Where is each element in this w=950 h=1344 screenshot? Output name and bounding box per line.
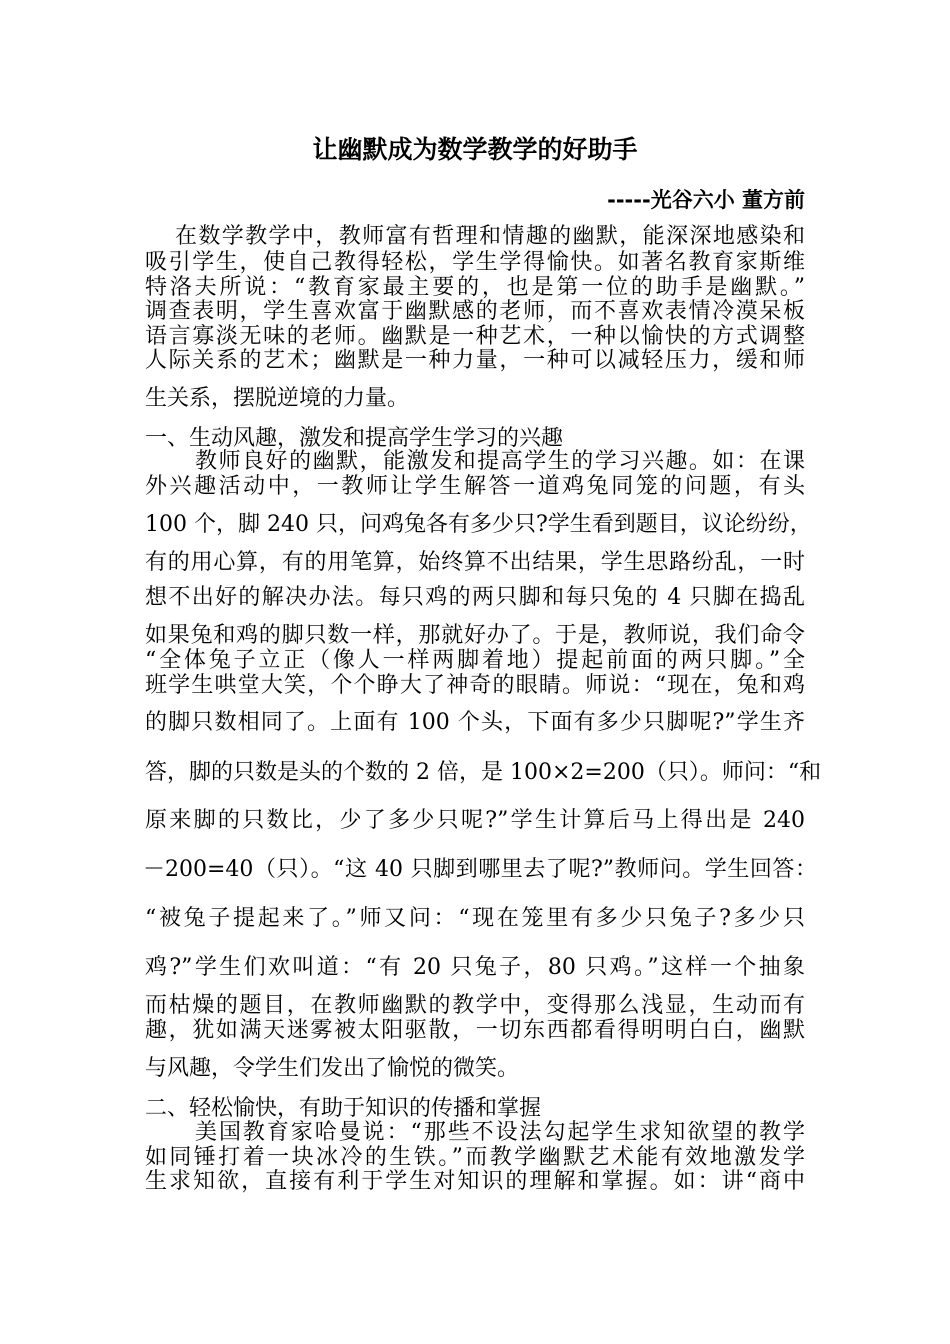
text-line: 人际关系的艺术；幽默是一种力量，一种可以减轻压力，缓和师	[145, 348, 805, 373]
text-line: 语言寡淡无味的老师。幽默是一种艺术，一种以愉快的方式调整	[145, 324, 805, 349]
text-line: 调查表明，学生喜欢富于幽默感的老师，而不喜欢表情冷漠呆板	[145, 299, 805, 324]
text-line: 生求知欲，直接有利于学生对知识的理解和掌握。如：讲“商中	[145, 1169, 805, 1194]
text-line: 在数学教学中，教师富有哲理和情趣的幽默，能深深地感染和	[175, 224, 805, 249]
text-line: 吸引学生，使自己教得轻松，学生学得愉快。如著名教育家斯维	[145, 250, 805, 275]
text-line: 如果兔和鸡的脚只数一样，那就好办了。于是，教师说，我们命令	[145, 623, 805, 648]
text-line: 外兴趣活动中，一教师让学生解答一道鸡兔同笼的问题，有头	[145, 474, 805, 499]
text-line: －200=40（只）。“这 40 只脚到哪里去了呢?”教师问。学生回答：	[143, 857, 817, 882]
section-heading: 二、轻松愉快，有助于知识的传播和掌握	[145, 1096, 542, 1121]
text-line: 生关系，摆脱逆境的力量。	[145, 386, 410, 411]
text-line: 特洛夫所说：“教育家最主要的，也是第一位的助手是幽默。”	[145, 275, 805, 300]
text-line: 而枯燥的题目，在教师幽默的教学中，变得那么浅显，生动而有	[145, 993, 805, 1018]
text-line: 鸡?”学生们欢叫道：“有 20 只兔子，80 只鸡。”这样一个抽象	[145, 955, 805, 980]
section-heading: 一、生动风趣，激发和提高学生学习的兴趣	[145, 426, 564, 451]
text-line: 与风趣，令学生们发出了愉悦的微笑。	[145, 1056, 520, 1081]
text-line: 的脚只数相同了。上面有 100 个头，下面有多少只脚呢?”学生齐	[145, 710, 805, 735]
text-line: 如同锤打着一块冰冷的生铁。”而教学幽默艺术能有效地激发学	[145, 1145, 805, 1170]
text-line: 想不出好的解决办法。每只鸡的两只脚和每只兔的 4 只脚在捣乱	[145, 585, 805, 610]
text-line: 有的用心算，有的用笔算，始终算不出结果，学生思路纷乱，一时	[145, 550, 805, 575]
document-title: 让幽默成为数学教学的好助手	[312, 135, 638, 164]
text-line: “被兔子提起来了。”师又问：“现在笼里有多少只兔子?多少只	[145, 906, 805, 931]
text-line: 教师良好的幽默，能激发和提高学生的学习兴趣。如：在课	[195, 449, 805, 474]
author-line: -----光谷六小 董方前	[607, 188, 805, 212]
text-line: 美国教育家哈曼说：“那些不设法勾起学生求知欲望的教学	[195, 1120, 805, 1145]
text-line: 原来脚的只数比，少了多少只呢?”学生计算后马上得出是 240	[145, 808, 805, 833]
text-line: 100 个，脚 240 只，问鸡兔各有多少只?学生看到题目，议论纷纷，	[145, 512, 812, 537]
text-line: 班学生哄堂大笑，个个睁大了神奇的眼睛。师说：“现在，兔和鸡	[145, 673, 805, 698]
text-line: 趣，犹如满天迷雾被太阳驱散，一切东西都看得明明白白，幽默	[145, 1018, 805, 1043]
text-line: “全体兔子立正（像人一样两脚着地）提起前面的两只脚。”全	[145, 648, 805, 673]
text-line: 答，脚的只数是头的个数的 2 倍，是 100×2=200（只）。师问：“和	[145, 760, 822, 785]
